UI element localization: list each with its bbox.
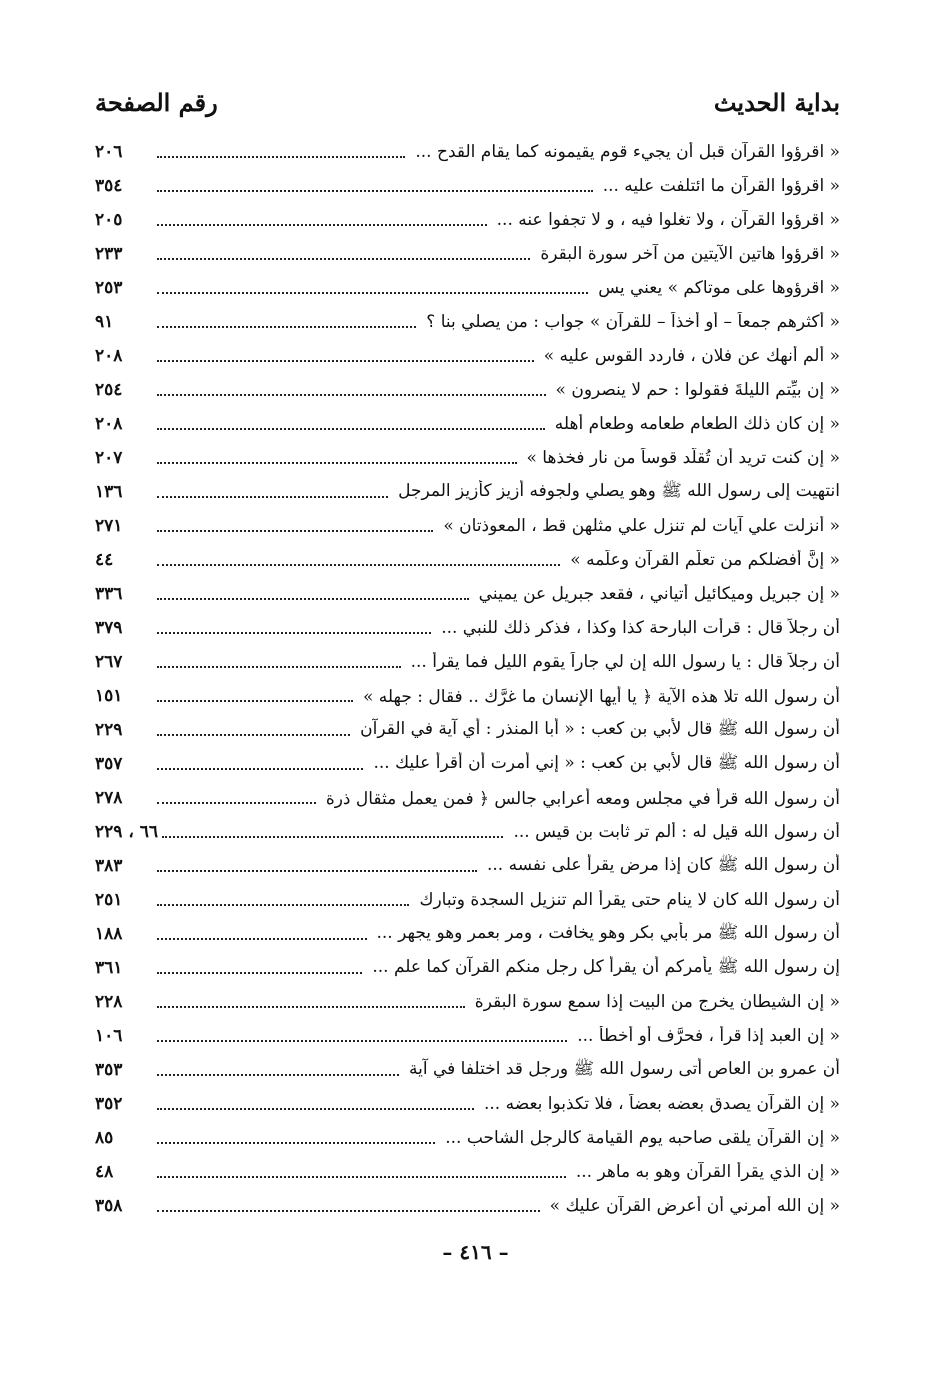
entry-text: أن رسول الله ﷺ مر بأبي بكر وهو يخافت ، ومر بعمر وهو يجهر ... <box>376 922 840 943</box>
entry-text: « إن بيِّتم الليلةَ فقولوا : حم لا ينصرون » <box>555 380 840 400</box>
entry-text: « إن جبريل وميكائيل أتياني ، فقعد جبريل عن يميني <box>478 584 840 604</box>
entry-text: أن عمرو بن العاص أتى رسول الله ﷺ ورجل قد اختلفا في آية <box>408 1058 840 1079</box>
index-entry <box>95 135 840 169</box>
index-entry <box>95 951 840 985</box>
index-entry <box>95 611 840 645</box>
index-entry <box>95 305 840 339</box>
index-entry <box>95 985 840 1019</box>
leader-dots <box>157 938 367 940</box>
leader-dots <box>157 904 409 906</box>
entry-page-number: ٢٢٩ <box>95 720 123 740</box>
entry-page-number: ١٨٨ <box>95 924 123 944</box>
entry-page-number: ٢٠٨ <box>95 346 123 366</box>
leader-dots <box>157 598 469 600</box>
leader-dots <box>157 190 593 192</box>
entry-page-number: ٢٠٧ <box>95 448 123 468</box>
entry-page-number: ٣٣٦ <box>95 584 123 604</box>
index-entry <box>95 917 840 951</box>
leader-dots <box>157 496 388 498</box>
entry-text: « إن الله أمرني أن أعرض القرآن عليك » <box>549 1196 840 1216</box>
entry-text: « إن كنت تريد أن تُقلَّد قوساً من نار فخذها » <box>526 448 840 468</box>
entry-text: أن رسول الله تلا هذه الآية ﴿ يا أيها الإنسان ما غرَّك .. فقال : جهله » <box>362 686 840 707</box>
leader-dots <box>157 802 316 804</box>
leader-dots <box>157 666 401 668</box>
entry-page-number: ٢٧٨ <box>95 788 123 808</box>
leader-dots <box>157 530 433 532</box>
leader-dots <box>157 1074 399 1076</box>
leader-dots <box>157 258 530 260</box>
leader-dots <box>157 700 353 702</box>
index-entry <box>95 577 840 611</box>
entry-text: انتهيت إلى رسول الله ﷺ وهو يصلي ولجوفه أزيز كأزيز المرجل <box>398 480 840 501</box>
entry-page-number: ٢٠٨ <box>95 414 123 434</box>
index-entry <box>95 203 840 237</box>
entry-page-number: ٤٨ <box>95 1162 114 1182</box>
entry-page-number: ٣٥٧ <box>95 754 123 774</box>
leader-dots <box>157 734 350 736</box>
entry-page-number: ٢٧١ <box>95 516 123 536</box>
leader-dots <box>157 1210 540 1212</box>
entry-page-number: ٢٠٦ <box>95 142 123 162</box>
index-entry <box>95 475 840 509</box>
entry-page-number: ٣٥٣ <box>95 1060 123 1080</box>
index-entry <box>95 1053 840 1087</box>
index-entry <box>95 781 840 815</box>
entry-text: « ألم أنهك عن فلان ، فاردد القوس عليه » <box>543 346 840 366</box>
index-entry <box>95 849 840 883</box>
leader-dots <box>157 564 560 566</box>
leader-dots <box>157 394 546 396</box>
index-entry <box>95 373 840 407</box>
entry-text: « إن القرآن يصدق بعضه بعضاً ، فلا تكذبوا بعضه ... <box>483 1094 840 1114</box>
entry-page-number: ٢٢٨ <box>95 992 123 1012</box>
entry-page-number: ٨٥ <box>95 1128 114 1148</box>
entry-page-number: ١٣٦ <box>95 482 123 502</box>
index-entry <box>95 645 840 679</box>
leader-dots <box>157 156 405 158</box>
entry-text: « اقرؤوها على موتاكم » يعني يس <box>598 278 840 298</box>
entry-page-number: ٣٧٩ <box>95 618 123 638</box>
entry-page-number: ١٠٦ <box>95 1026 123 1046</box>
entry-text: « اقرؤوا القرآن قبل أن يجيء قوم يقيمونه كما يقام القدح ... <box>415 142 840 162</box>
entry-page-number: ٢٥١ <box>95 890 123 910</box>
entry-page-number: ٣٥٨ <box>95 1196 123 1216</box>
leader-dots <box>157 1006 465 1008</box>
index-entry <box>95 713 840 747</box>
entry-text: « إن القرآن يلقى صاحبه يوم القيامة كالرجل الشاحب ... <box>445 1128 840 1148</box>
entry-text: « اقرؤوا القرآن ما ائتلفت عليه ... <box>602 176 840 196</box>
entry-text: « إن الشيطان يخرج من البيت إذا سمع سورة البقرة <box>474 992 840 1012</box>
page-number-heading: رقم الصفحة <box>95 88 218 117</box>
entry-text: أن رسول الله قيل له : ألم تر ثابت بن قيس ... <box>513 822 840 842</box>
leader-dots <box>157 1142 435 1144</box>
index-entry <box>95 679 840 713</box>
index-entry <box>95 509 840 543</box>
entry-text: « اقرؤوا القرآن ، ولا تغلوا فيه ، و لا تجفوا عنه ... <box>496 210 840 230</box>
leader-dots <box>157 292 588 294</box>
index-entry <box>95 441 840 475</box>
entry-text: « إن العبد إذا قرأ ، فحرَّف أو أخطأ ... <box>577 1026 840 1046</box>
leader-dots <box>157 870 477 872</box>
entry-page-number: ٩١ <box>95 312 114 332</box>
entry-text: أن رجلاً قال : قرأت البارحة كذا وكذا ، فذكر ذلك للنبي ... <box>441 618 840 638</box>
leader-dots <box>157 462 517 464</box>
leader-dots <box>162 836 503 838</box>
leader-dots <box>157 428 545 430</box>
index-entry <box>95 237 840 271</box>
entry-text: أن رسول الله كان لا ينام حتى يقرأ الم تنزيل السجدة وتبارك <box>419 890 840 910</box>
entry-text: أن رسول الله ﷺ قال لأبي بن كعب : « أبا المنذر : أي آية في القرآن <box>360 718 840 739</box>
entry-page-number: ١٥١ <box>95 686 123 706</box>
entry-page-number: ٣٥٢ <box>95 1094 123 1114</box>
entry-text: « إن الذي يقرأ القرآن وهو به ماهر ... <box>575 1162 840 1182</box>
index-entry <box>95 747 840 781</box>
entry-page-number: ٣٨٣ <box>95 856 123 876</box>
index-entry <box>95 1019 840 1053</box>
leader-dots <box>157 1040 567 1042</box>
index-entry <box>95 815 840 849</box>
leader-dots <box>157 360 534 362</box>
index-entry <box>95 1121 840 1155</box>
entry-text: أن رجلاً قال : يا رسول الله إن لي جاراً يقوم الليل فما يقرأ ... <box>410 652 840 672</box>
leader-dots <box>157 632 431 634</box>
entry-text: « إنَّ أفضلكم من تعلَّم القرآن وعلَّمه » <box>570 550 840 570</box>
entry-text: إن رسول الله ﷺ يأمركم أن يقرأ كل رجل منكم القرآن كما علم ... <box>372 956 840 977</box>
entry-text: « اقرؤوا هاتين الآيتين من آخر سورة البقرة <box>540 244 840 264</box>
index-entry <box>95 543 840 577</box>
entry-text: « أكثرهم جمعاً – أو أخذاً – للقرآن » جواب : من يصلي بنا ؟ <box>426 312 840 332</box>
entry-page-number: ٢٥٤ <box>95 380 123 400</box>
index-entry <box>95 1155 840 1189</box>
page-footer-number: – ٤١٦ – <box>442 1240 509 1264</box>
index-entry <box>95 1087 840 1121</box>
index-entry <box>95 1189 840 1223</box>
index-entry <box>95 339 840 373</box>
entry-page-number: ٦٦ ، ٢٢٩ <box>95 822 158 842</box>
leader-dots <box>157 768 363 770</box>
index-entry <box>95 407 840 441</box>
leader-dots <box>157 1108 474 1110</box>
leader-dots <box>157 1176 566 1178</box>
hadith-index-list <box>95 135 840 1223</box>
hadith-start-heading: بداية الحديث <box>713 88 840 117</box>
entry-text: أن رسول الله قرأ في مجلس ومعه أعرابي جالس ﴿ فمن يعمل مثقال ذرة <box>325 788 840 809</box>
entry-page-number: ٢٠٥ <box>95 210 123 230</box>
entry-text: « إن كان ذلك الطعام طعامه وطعام أهله <box>554 414 840 434</box>
entry-page-number: ٣٥٤ <box>95 176 123 196</box>
leader-dots <box>157 972 362 974</box>
entry-page-number: ٢٥٣ <box>95 278 123 298</box>
index-entry <box>95 169 840 203</box>
entry-text: « أُنزلت علي آيات لم تنزل علي مثلهن قط ، المعوذتان » <box>443 516 840 536</box>
index-entry <box>95 271 840 305</box>
entry-text: أن رسول الله ﷺ كان إذا مرض يقرأ على نفسه ... <box>486 854 840 875</box>
index-entry <box>95 883 840 917</box>
entry-page-number: ٢٦٧ <box>95 652 123 672</box>
leader-dots <box>157 326 416 328</box>
entry-page-number: ٢٣٣ <box>95 244 123 264</box>
leader-dots <box>157 224 487 226</box>
entry-text: أن رسول الله ﷺ قال لأبي بن كعب : « إني أمرت أن أقرأ عليك ... <box>373 752 840 773</box>
index-header <box>95 88 840 124</box>
entry-page-number: ٤٤ <box>95 550 114 570</box>
entry-page-number: ٣٦١ <box>95 958 123 978</box>
